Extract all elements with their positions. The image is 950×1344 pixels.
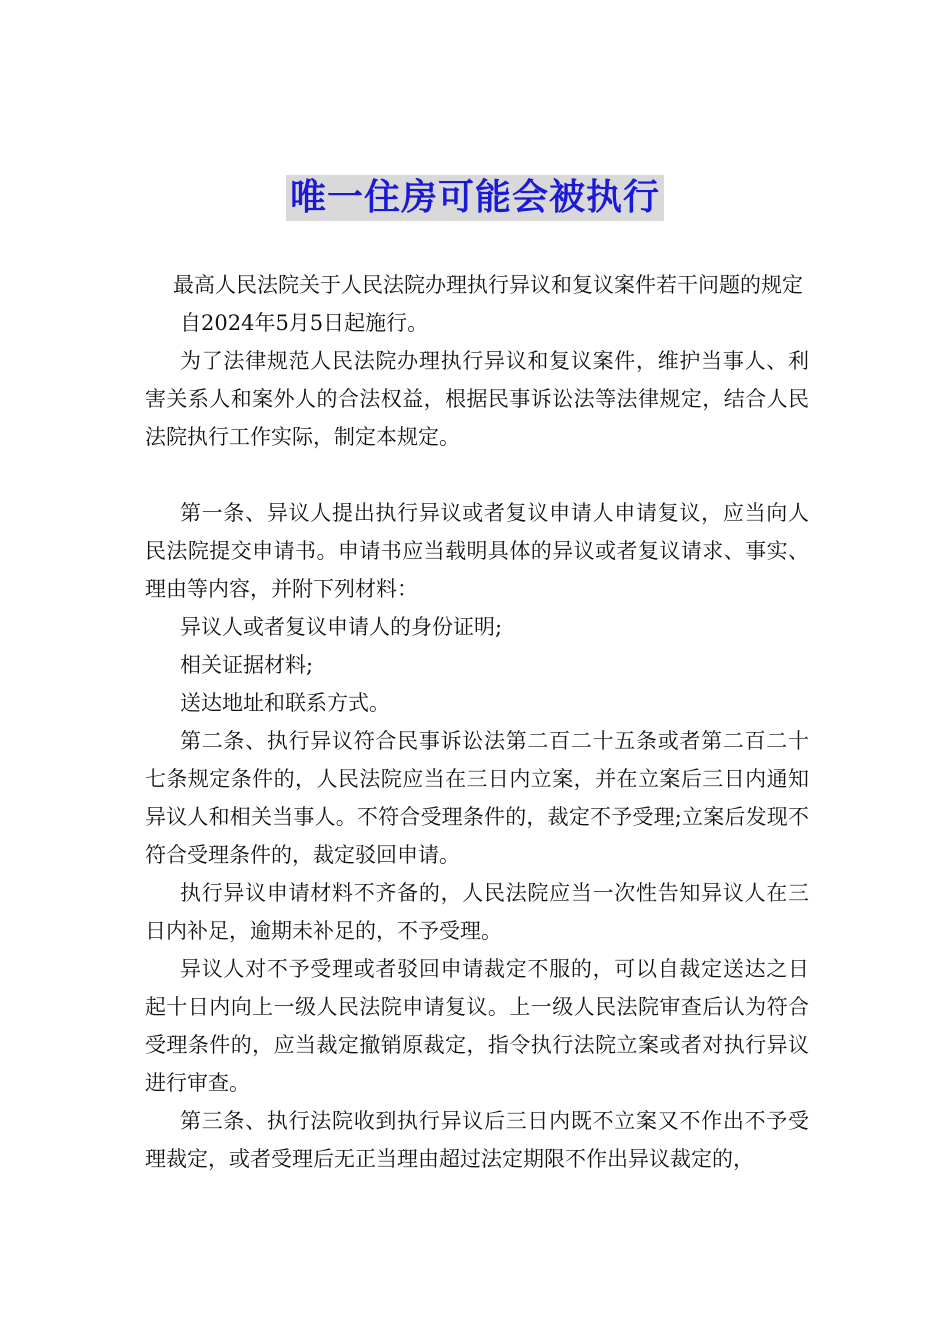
title-area [0,175,950,221]
paragraph-preamble: 为了法律规范人民法院办理执行异议和复议案件，维护当事人、利害关系人和案外人的合法权益，根据民事诉讼法等法律规定，结合人民法院执行工作实际，制定本规定。 [145,349,809,449]
paragraph-article-1: 第一条、异议人提出执行异议或者复议申请人申请复议，应当向人民法院提交申请书。申请书应当载明具体的异议或者复议请求、事实、理由等内容，并附下列材料： [145,501,809,601]
document-title: 唯一住房可能会被执行 [286,175,664,221]
paragraph-article-2: 第二条、执行异议符合民事诉讼法第二百二十五条或者第二百二十七条规定条件的，人民法院应当在三日内立案，并在立案后三日内通知异议人和相关当事人。不符合受理条件的，裁定不予受理;立案后发现不符合受理条件的，裁定驳回申请。 [145,729,809,867]
paragraph-list-item: 送达地址和联系方式。 [180,691,390,715]
paragraph-list-item: 异议人或者复议申请人的身份证明; [180,615,503,639]
paragraph-effective-date: 自2024年5月5日起施行。 [180,311,429,335]
paragraph-body: 异议人对不予受理或者驳回申请裁定不服的，可以自裁定送达之日起十日内向上一级人民法院申请复议。上一级人民法院审查后认为符合受理条件的，应当裁定撤销原裁定，指令执行法院立案或者对执行异议进行审查。 [145,957,809,1095]
paragraph-article-3: 第三条、执行法院收到执行异议后三日内既不立案又不作出不予受理裁定，或者受理后无正当理由超过法定期限不作出异议裁定的， [145,1109,809,1171]
paragraph-spacer [145,456,809,494]
paragraph-list-item: 相关证据材料; [180,653,314,677]
paragraph-body: 执行异议申请材料不齐备的，人民法院应当一次性告知异议人在三日内补足，逾期未补足的，不予受理。 [145,881,809,943]
paragraph-regulation-name: 最高人民法院关于人民法院办理执行异议和复议案件若干问题的规定 [173,273,803,297]
document-body [145,266,809,1178]
